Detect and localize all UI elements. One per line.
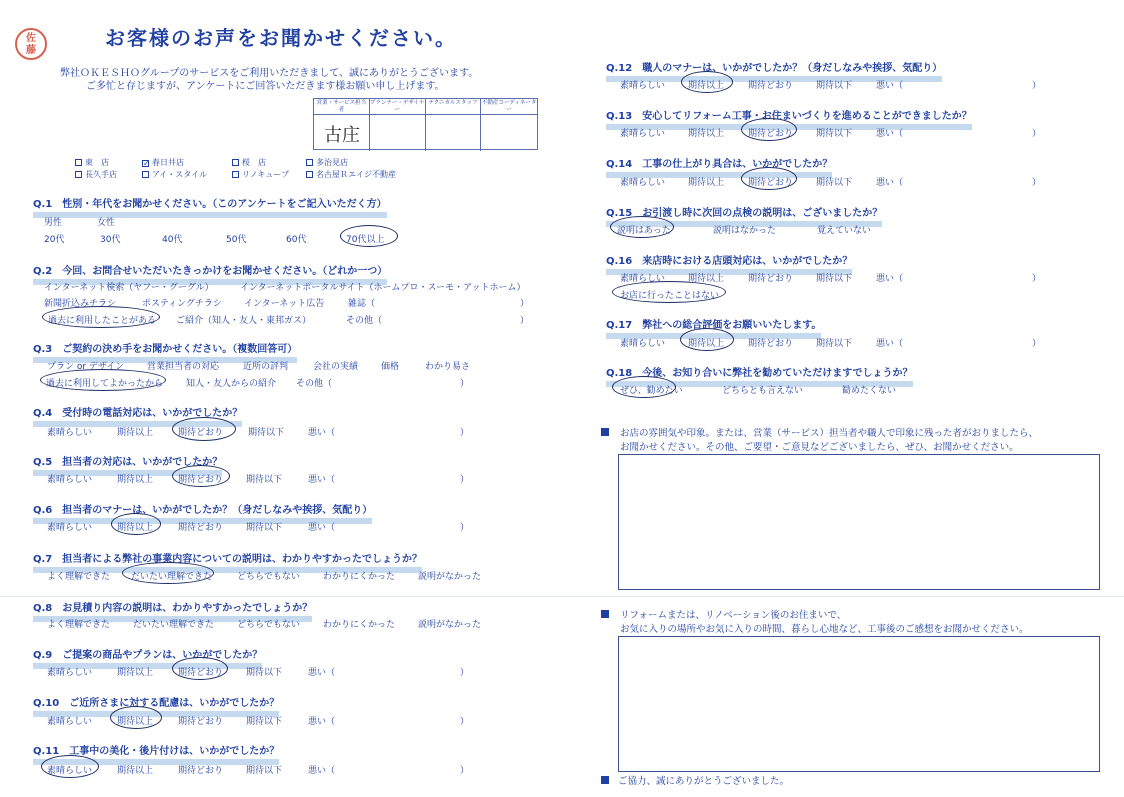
option-selected[interactable]: 期待以上 [117,523,154,533]
checkbox-icon [75,171,82,178]
option[interactable]: だいたい理解できた [133,620,215,630]
page-title: お客様のお声をお聞かせください。 [105,26,457,50]
option[interactable]: 女性 [97,218,116,228]
option[interactable]: 悪い（ [876,178,904,188]
checkbox-icon [232,159,239,166]
option-selected[interactable]: 70代以上 [346,235,385,245]
option[interactable]: 期待以上 [688,274,725,284]
option[interactable]: 価格 [381,362,400,372]
option[interactable]: 期待以下 [246,766,283,776]
option[interactable]: 40代 [162,235,183,245]
option[interactable]: どちらでもない [237,620,300,630]
checkbox-icon [306,159,313,166]
option-selected[interactable]: 期待どおり [748,129,794,139]
option-selected[interactable]: 過去に利用したことがある [48,316,157,326]
paren: ） [520,299,530,309]
option[interactable]: 悪い（ [876,129,904,139]
option[interactable]: その他（ [296,379,333,389]
paren: ） [460,475,470,485]
option[interactable]: 期待以上 [688,178,725,188]
option[interactable]: 期待以下 [816,81,853,91]
option-selected[interactable]: 期待どおり [178,428,224,438]
option[interactable]: 期待以上 [117,668,154,678]
paren: ） [1032,274,1042,284]
option-selected[interactable]: 期待どおり [748,178,794,188]
answer-circle [172,417,236,441]
question-4: Q.4 受付時の電話対応は、いかがでしたか？ [33,404,242,427]
option[interactable]: 素晴らしい [620,178,666,188]
option[interactable]: よく理解できた [47,572,111,582]
paren: ） [460,379,470,389]
option[interactable]: 説明はなかった [713,226,777,236]
answer-circle [122,562,214,584]
question-10: Q.10 ご近所さまに対する配慮は、いかがでしたか？ [33,694,279,717]
comment-prompt-1b: お聞かせください。その他、ご要望・ご意見などございましたら、ぜひ、お聞かせください。 [620,442,1019,453]
staff-cell[interactable] [481,115,537,151]
question-12: Q.12 職人のマナーは、いかがでしたか？（身だしなみや挨拶、気配り） [606,59,942,82]
option[interactable]: 悪い（ [308,428,336,438]
answer-circle [40,369,166,391]
question-7: Q.7 担当者による弊社の事業内容についての説明は、わかりやすかったでしょうか？ [33,550,422,573]
option-selected[interactable]: 期待どおり [178,475,224,485]
question-6: Q.6 担当者のマナーは、いかがでしたか？（身だしなみや挨拶、気配り） [33,501,372,524]
option[interactable]: 期待どおり [178,717,224,727]
answer-circle [172,465,230,487]
store-option[interactable]: ✓ 春日井店 [143,158,184,168]
option[interactable]: 素晴らしい [620,81,666,91]
option[interactable]: 悪い（ [308,475,336,485]
question-1: Q.1 性別・年代をお聞かせください。（このアンケートをご記入いただく方） [33,195,387,218]
option[interactable]: 新聞折込みチラシ [44,299,117,309]
answer-circle [41,755,99,778]
answer-circle [612,281,726,303]
option[interactable]: 悪い（ [876,339,904,349]
option[interactable]: 期待どおり [748,81,794,91]
comment-box-2[interactable] [618,636,1100,772]
option[interactable]: インターネットポータルサイト（ホームプロ・スーモ・アットホーム） [240,283,526,293]
option[interactable]: 会社の実績 [313,362,359,372]
option[interactable]: 説明がなかった [418,572,482,582]
option[interactable]: 近所の評判 [243,362,289,372]
option[interactable]: ご紹介（知人・友人・東邦ガス） [176,316,312,326]
option-selected[interactable]: 説明はあった [617,226,671,236]
question-11: Q.11 工事中の美化・後片付けは、いかがでしたか？ [33,742,279,765]
option[interactable]: 雑誌（ [348,299,376,309]
option[interactable]: インターネット検索（ヤフー・グーグル） [44,283,214,293]
staff-cell[interactable] [426,115,482,151]
option[interactable]: 悪い（ [308,766,336,776]
store-option[interactable]: 長久手店 [75,169,117,180]
option[interactable]: 60代 [286,235,307,245]
store-option[interactable]: リノキューブ [232,169,289,180]
option[interactable]: 20代 [44,235,65,245]
answer-circle [172,657,228,680]
option[interactable]: 期待以下 [246,523,283,533]
option[interactable]: 期待以上 [688,129,725,139]
option[interactable]: 期待どおり [178,523,224,533]
option[interactable]: 期待以下 [246,668,283,678]
option-selected[interactable]: 期待どおり [178,668,224,678]
paren: ） [1032,81,1042,91]
option[interactable]: 素晴らしい [47,428,93,438]
option[interactable]: 営業担当者の対応 [147,362,220,372]
option[interactable]: 50代 [226,235,247,245]
paren: ） [460,523,470,533]
store-option[interactable]: 名古屋Ｒエイジ不動産 [306,169,396,180]
square-bullet-icon [601,428,609,436]
paren: ） [520,316,530,326]
staff-header: プランナー・デザイナー [369,100,425,113]
question-18: Q.18 今後、お知り合いに弊社を勧めていただけますでしょうか？ [606,364,913,387]
square-bullet-icon [601,610,609,618]
option[interactable]: 期待以下 [816,339,853,349]
question-15: Q.15 お引渡し時に次回の点検の説明は、ございましたか？ [606,204,882,227]
option[interactable]: 30代 [100,235,121,245]
option[interactable]: 期待以下 [246,475,283,485]
option[interactable]: 悪い（ [308,668,336,678]
option[interactable]: 説明がなかった [418,620,482,630]
option[interactable]: わかりにくかった [323,572,396,582]
option[interactable]: 素晴らしい [620,274,666,284]
option[interactable]: ポスティングチラシ [142,299,222,309]
personal-seal: 佐 藤 [15,28,47,60]
option[interactable]: 悪い（ [308,717,336,727]
checkbox-icon [306,171,313,178]
option[interactable]: 期待以下 [816,129,853,139]
store-option[interactable]: 多治見店 [306,157,348,168]
question-5: Q.5 担当者の対応は、いかがでしたか？ [33,453,222,476]
paren: ） [460,668,470,678]
checkbox-icon [232,171,239,178]
checkbox-checked-icon: ✓ [143,159,150,168]
option[interactable]: インターネット広告 [244,299,325,309]
intro-line-1: 弊社ＯＫＥＳＨＯグループのサービスをご利用いただきまして、誠にありがとうございます。 [60,68,479,79]
answer-circle [110,706,162,729]
option-selected[interactable]: お店に行ったことはない [620,291,720,301]
option[interactable]: 期待どおり [748,339,794,349]
paren: ） [460,717,470,727]
answer-circle [741,167,797,190]
paren: ） [1032,339,1042,349]
answer-circle [340,225,398,247]
paren: ） [460,766,470,776]
option[interactable]: 素晴らしい [47,475,93,485]
option[interactable]: プラン or デザイン [47,362,125,372]
staff-header: 営業・サービス担当者 [314,99,370,115]
question-2: Q.2 今回、お問合せいただいたきっかけをお聞かせください。（どれか一つ） [33,262,387,285]
square-bullet-icon [601,776,609,784]
question-14: Q.14 工事の仕上がり具合は、いかがでしたか？ [606,155,832,178]
checkbox-icon [75,159,82,166]
staff-cell[interactable] [370,115,426,151]
store-option[interactable]: 桜 店 [232,157,266,168]
checkbox-icon [142,171,149,178]
option-selected[interactable]: 素晴らしい [47,766,93,776]
option[interactable]: 素晴らしい [620,129,666,139]
fold-line [0,596,1124,597]
question-9: Q.9 ご提案の商品やプランは、いかがでしたか？ [33,646,262,669]
comment-prompt-1: お店の雰囲気や印象。または、営業（サービス）担当者や職人で印象に残った者がおりましたら、 [620,428,1039,439]
option[interactable]: 期待どおり [178,766,224,776]
option[interactable]: わかりにくかった [323,620,396,630]
option[interactable]: 期待以上 [117,766,154,776]
paren: ） [1032,178,1042,188]
option[interactable]: 勧めたくない [842,386,897,396]
option[interactable]: 期待以上 [117,475,154,485]
question-16: Q.16 来店時における店頭対応は、いかがでしたか？ [606,252,852,275]
option[interactable]: 男性 [44,218,63,228]
option[interactable]: 素晴らしい [47,717,93,727]
question-8: Q.8 お見積り内容の説明は、わかりやすかったでしょうか？ [33,599,312,622]
comment-prompt-2: リフォームまたは、リノベーション後のお住まいで、 [620,610,847,621]
option[interactable]: 期待以上 [117,428,154,438]
paren: ） [1032,129,1042,139]
question-3: Q.3 ご契約の決め手をお聞かせください。（複数回答可） [33,340,297,363]
option[interactable]: 素晴らしい [47,668,93,678]
option[interactable]: どちらでもない [237,572,300,582]
option[interactable]: 期待どおり [748,274,794,284]
option-selected[interactable]: 期待以上 [688,81,725,91]
option[interactable]: わかり易さ [425,362,471,372]
option[interactable]: 素晴らしい [620,339,666,349]
answer-circle [680,328,734,351]
answer-circle [741,118,797,141]
answer-circle [681,71,733,93]
option[interactable]: 覚えていない [817,226,872,236]
option-selected[interactable]: だいたい理解できた [131,572,213,582]
option-selected[interactable]: 期待以上 [688,339,725,349]
store-option[interactable]: 東 店 [75,157,109,168]
answer-circle [111,513,161,535]
option[interactable]: どちらとも言えない [722,386,804,396]
answer-circle [610,216,674,238]
option[interactable]: 期待以下 [248,428,285,438]
option[interactable]: 悪い（ [308,523,336,533]
comment-prompt-2b: お気に入りの場所やお気に入りの時間、暮らし心地など、工事後のご感想をお聞かせください。 [620,624,1029,635]
option[interactable]: 期待以下 [246,717,283,727]
staff-signature[interactable]: 古庄 [314,115,370,151]
option[interactable]: 期待以下 [816,274,853,284]
option[interactable]: 知人・友人からの紹介 [186,379,277,389]
staff-header: テクニカルスタッフ [426,99,482,115]
staff-table [313,98,538,150]
option[interactable]: よく理解できた [47,620,111,630]
option[interactable]: 悪い（ [876,274,904,284]
answer-circle [42,306,160,328]
staff-header: 不動産コーディネーター [481,100,537,113]
answer-circle [612,376,676,398]
option[interactable]: 期待以下 [816,178,853,188]
option-selected[interactable]: ぜひ、勧めたい [620,386,683,396]
option-selected[interactable]: 過去に利用してよかったから [46,379,164,389]
option[interactable]: 素晴らしい [47,523,93,533]
question-13: Q.13 安心してリフォーム工事・お住まいづくりを進めることができましたか？ [606,107,972,130]
intro-line-2: ご多忙と存じますが、アンケートにご回答いただきます様お願い申し上げます。 [86,81,445,92]
store-option[interactable]: アイ・スタイル [142,169,207,180]
comment-box-1[interactable] [618,454,1100,590]
option[interactable]: 悪い（ [876,81,904,91]
option-selected[interactable]: 期待以上 [117,717,154,727]
question-17: Q.17 弊社への総合評価をお願いいたします。 [606,316,821,339]
thanks-message: ご協力、誠にありがとうございました。 [618,776,790,787]
option[interactable]: その他（ [346,316,383,326]
paren: ） [460,428,470,438]
